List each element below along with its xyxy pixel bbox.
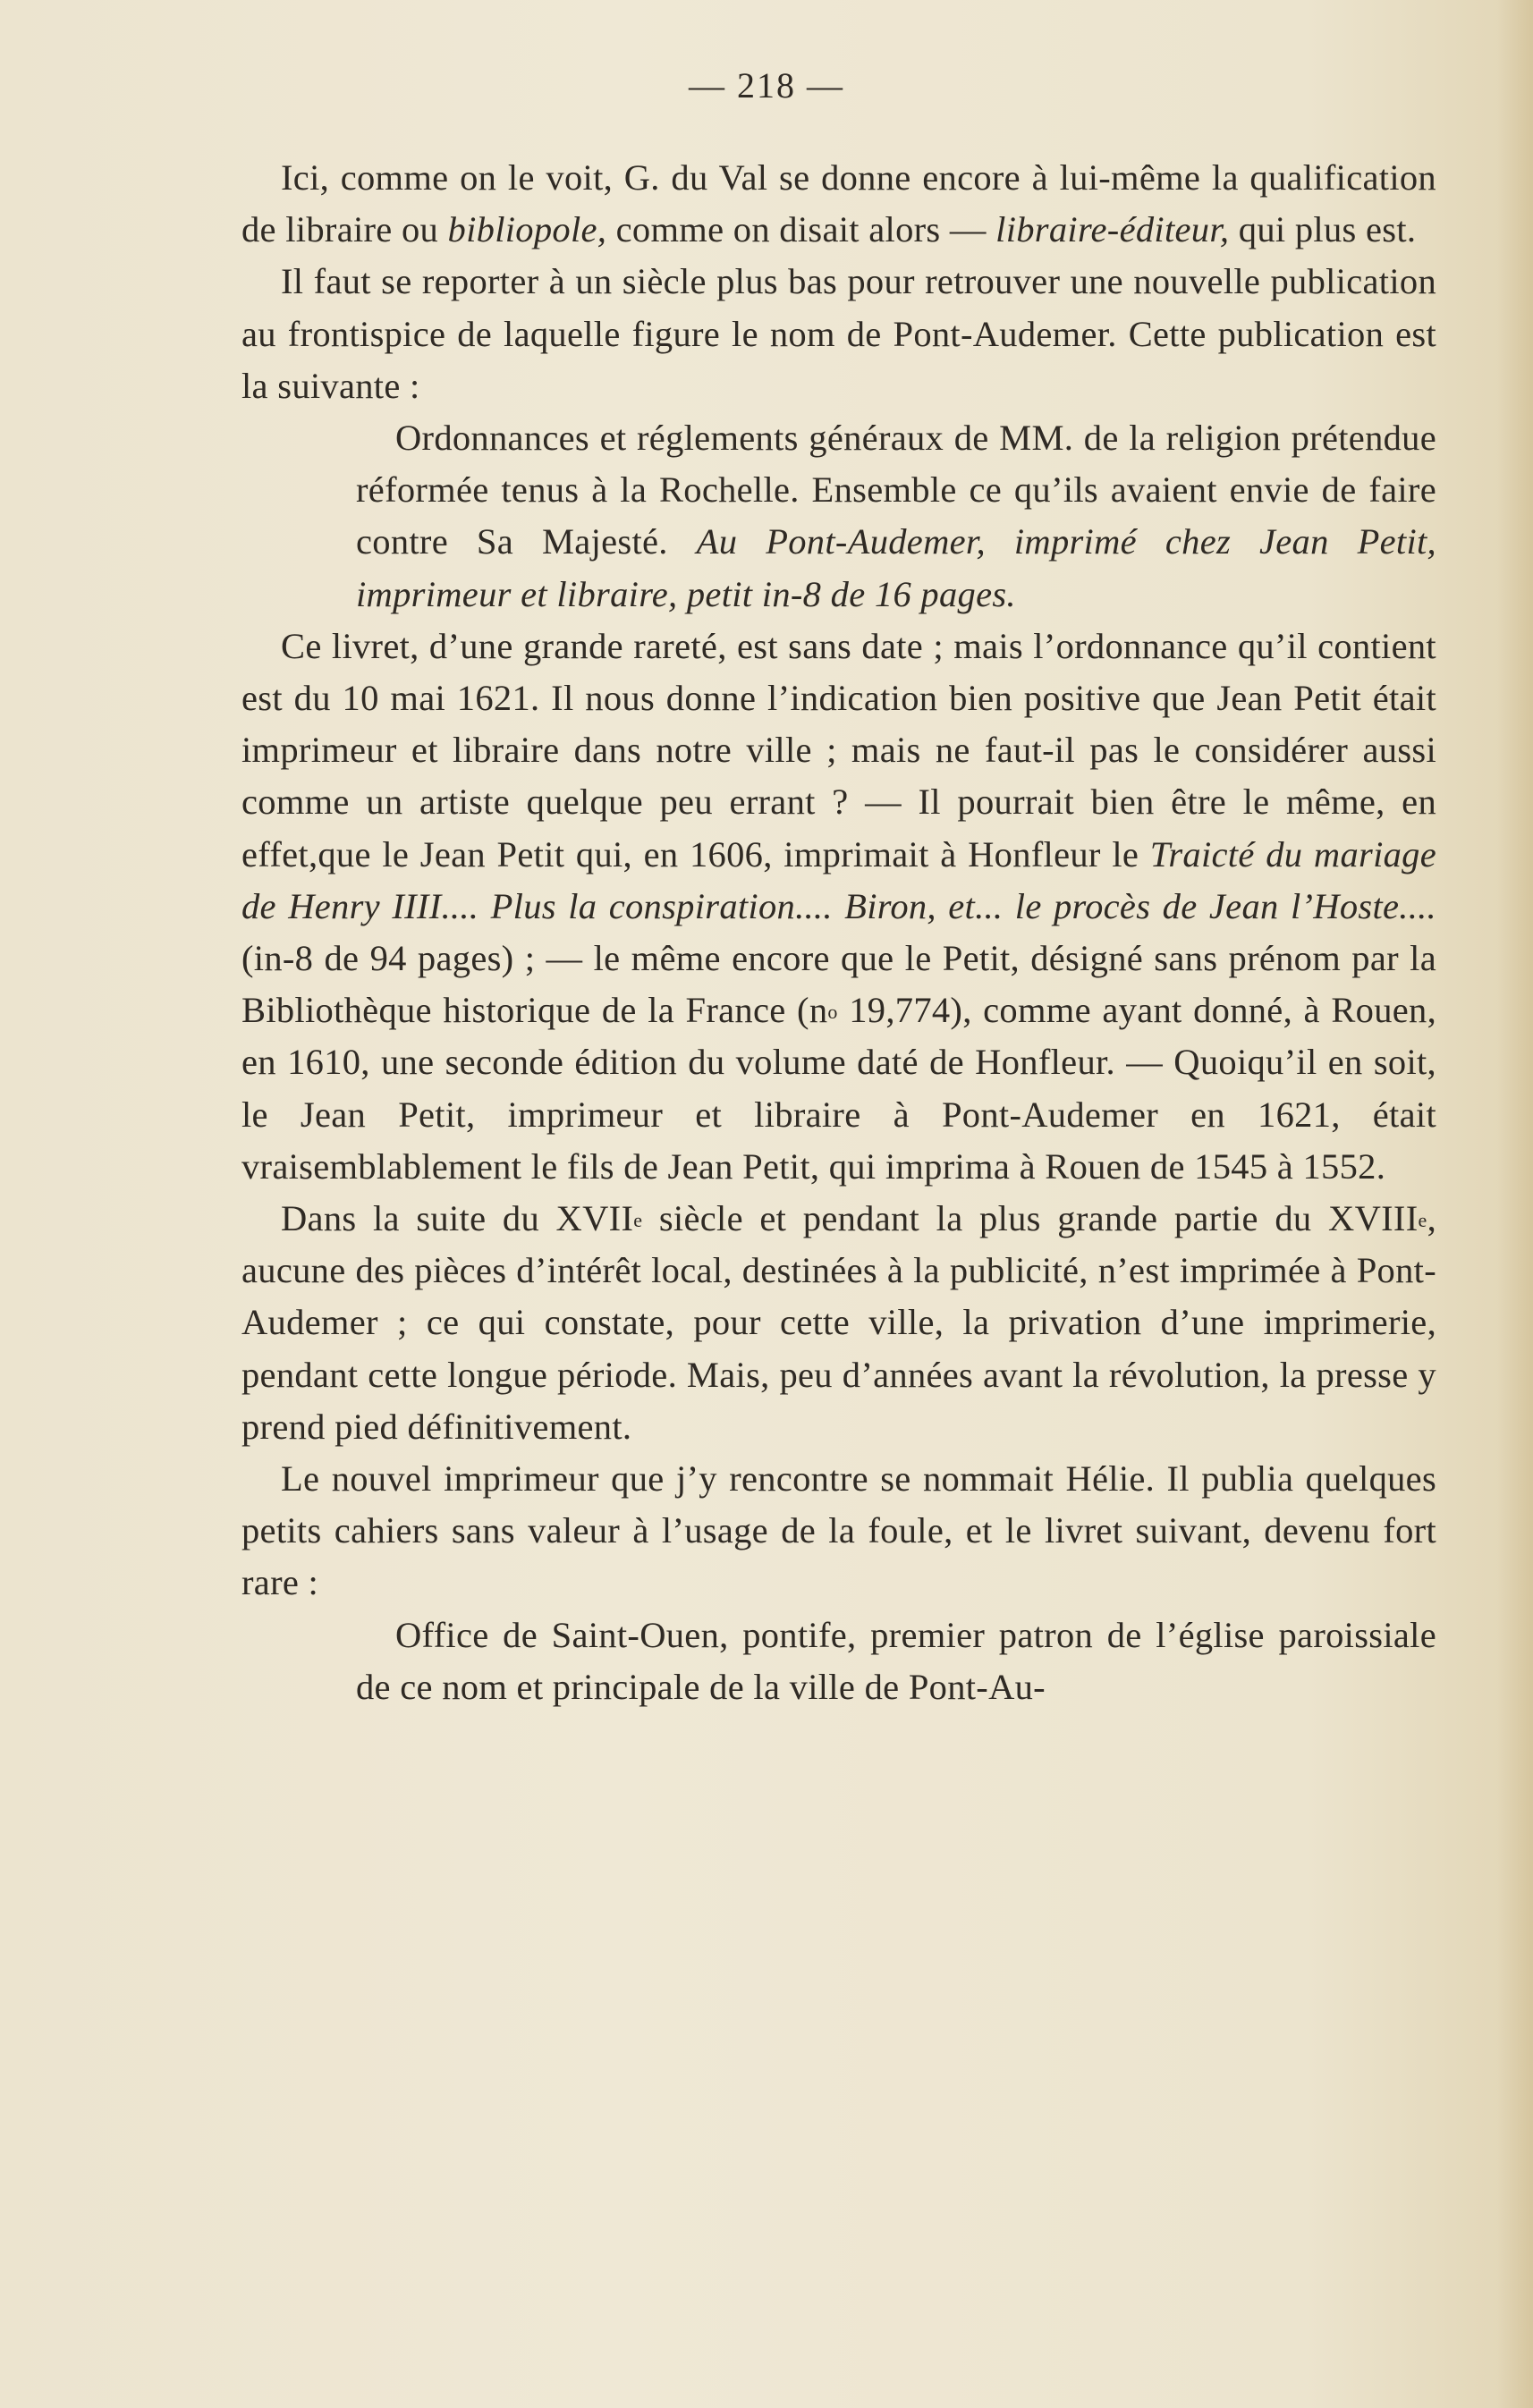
- page-number: — 218 —: [689, 65, 844, 106]
- page-body: [241, 152, 1436, 1713]
- paragraph-4-text-a: Dans la suite du XVII: [281, 1198, 634, 1239]
- paragraph-1-text-c: qui plus est.: [1229, 209, 1417, 250]
- quoted-title-1: [356, 412, 1436, 621]
- paragraph-4-superscript-a: e: [633, 1209, 643, 1232]
- paragraph-2: Il faut se reporter à un siècle plus bas pour retrouver une nouvelle publication au frontispice de laquelle figure le nom de Pont-Audemer. Cette publication est la suivante :: [241, 261, 1436, 406]
- paragraph-1: [241, 152, 1436, 256]
- paragraph-3-text-c: 19,774), comme ayant donné, à Rouen, en 1610, une seconde édition du volume daté de Honfleur. — Quoiqu’il en soit, le Jean Petit, imprimeur et libraire à Pont-Audemer en 1621, était vraisemblablement le fils de Jean Petit, qui imprima à Rouen de 1545 à 1552.: [241, 990, 1436, 1187]
- paragraph-3-italic-title: Traicté du mariage de Henry IIII.... Plus la conspiration.... Biron, et... le procès de Jean l’Hoste....: [241, 833, 1436, 926]
- paragraph-3-text-a: Ce livret, d’une grande rareté, est sans date ; mais l’ordonnance qu’il contient est du 10 mai 1621. Il nous donne l’indication bien positive que Jean Petit était imprimeur et libraire dans notre ville ; mais ne faut-il pas le considérer aussi comme un artiste quelque peu errant ? — Il pourrait bien être le même, en effet,que le Jean Petit qui, en 1606, imprimait à Honfleur le: [241, 625, 1436, 874]
- paragraph-4-text-b: siècle et pendant la plus grande partie du XVIII: [642, 1198, 1419, 1239]
- paragraph-1-italic-b: libraire-éditeur,: [995, 209, 1230, 250]
- paragraph-1-text-a: Ici, comme on le voit, G. du Val se donne encore à lui-même la qualification de libraire ou: [241, 157, 1436, 250]
- paragraph-1-text-b: comme on disait alors —: [606, 209, 996, 250]
- paragraph-3: [241, 621, 1436, 1193]
- paragraph-3-superscript: o: [827, 1001, 838, 1024]
- quoted-title-2: Office de Saint-Ouen, pontife, premier patron de l’église paroissiale de ce nom et principale de la ville de Pont-Au-: [356, 1614, 1436, 1707]
- paragraph-4: [241, 1193, 1436, 1453]
- paragraph-3-text-b: (in-8 de 94 pages) ; — le même encore que le Petit, désigné sans prénom par la Bibliothèque historique de la France (n: [241, 938, 1436, 1031]
- page-edge-shadow: [1497, 0, 1533, 2408]
- paragraph-4-text-c: , aucune des pièces d’intérêt local, destinées à la publicité, n’est imprimée à Pont-Audemer ; ce qui constate, pour cette ville, la privation d’une imprimerie, pendant cette longue période. Mais, peu d’années avant la révolution, la presse y prend pied définitivement.: [241, 1198, 1436, 1447]
- paragraph-4-superscript-b: e: [1418, 1209, 1427, 1232]
- paragraph-5: Le nouvel imprimeur que j’y rencontre se nommait Hélie. Il publia quelques petits cahiers sans valeur à l’usage de la foule, et le livret suivant, devenu fort rare :: [241, 1458, 1436, 1603]
- quoted-title-1-text: Ordonnances et réglements généraux de MM. de la religion prétendue réformée tenus à la Rochelle. Ensemble ce qu’ils avaient envie de faire contre Sa Majesté.: [356, 418, 1436, 562]
- quoted-title-1-imprint: Au Pont-Audemer, imprimé chez Jean Petit, imprimeur et libraire, petit in-8 de 16 pages.: [356, 521, 1436, 614]
- paragraph-1-italic-a: bibliopole,: [447, 209, 607, 250]
